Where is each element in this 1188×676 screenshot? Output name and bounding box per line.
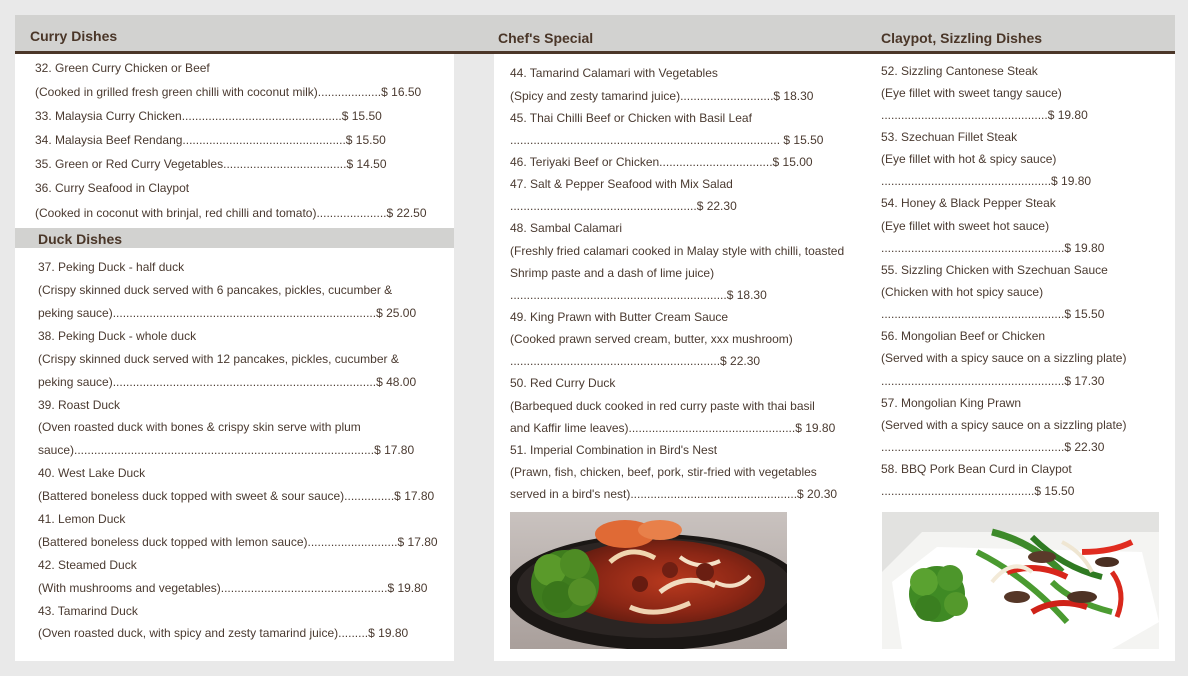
menu-line: (Cooked in grilled fresh green chilli with coconut milk)...................$ 16.50: [35, 85, 422, 99]
menu-line: 56. Mongolian Beef or Chicken: [881, 329, 1046, 343]
menu-line: 50. Red Curry Duck: [510, 376, 616, 390]
menu-line: 40. West Lake Duck: [38, 466, 146, 480]
menu-line: 42. Steamed Duck: [38, 558, 137, 572]
beef-peppers-photo: [882, 512, 1159, 649]
menu-line: 35. Green or Red Curry Vegetables.....................................$ 14.50: [35, 157, 387, 171]
menu-line: .......................................................$ 17.30: [881, 374, 1105, 388]
menu-line: (Spicy and zesty tamarind juice)............................$ 18.30: [510, 89, 814, 103]
menu-line: sauce)..........................................................................................$ 17.80: [38, 443, 415, 457]
menu-line: (Chicken with hot spicy sauce): [881, 285, 1044, 299]
menu-line: 48. Sambal Calamari: [510, 221, 623, 235]
menu-line: (Served with a spicy sauce on a sizzling plate): [881, 418, 1127, 432]
menu-line: ..............................................$ 15.50: [881, 484, 1075, 498]
menu-line: ...............................................................$ 22.30: [510, 354, 761, 368]
menu-line: (Eye fillet with sweet tangy sauce): [881, 86, 1062, 100]
menu-line: 51. Imperial Combination in Bird's Nest: [510, 443, 718, 457]
menu-line: 49. King Prawn with Butter Cream Sauce: [510, 310, 729, 324]
menu-line: (Served with a spicy sauce on a sizzling plate): [881, 351, 1127, 365]
menu-line: (Cooked in coconut with brinjal, red chilli and tomato).....................$ 22.50: [35, 206, 427, 220]
menu-line: 45. Thai Chilli Beef or Chicken with Basil Leaf: [510, 111, 752, 125]
menu-line: (Crispy skinned duck served with 6 pancakes, pickles, cucumber &: [38, 283, 393, 297]
menu-line: 38. Peking Duck - whole duck: [38, 329, 197, 343]
menu-line: 57. Mongolian King Prawn: [881, 396, 1022, 410]
duck-dishes-heading: Duck Dishes: [38, 231, 123, 247]
menu-line: (Prawn, fish, chicken, beef, pork, stir-fried with vegetables: [510, 465, 817, 479]
menu-line: (Barbequed duck cooked in red curry paste with thai basil: [510, 399, 815, 413]
menu-line: ........................................................$ 22.30: [510, 199, 737, 213]
menu-line: 58. BBQ Pork Bean Curd in Claypot: [881, 462, 1072, 476]
menu-line: (Crispy skinned duck served with 12 pancakes, pickles, cucumber &: [38, 352, 399, 366]
menu-line: 33. Malaysia Curry Chicken................................................$ 15.50: [35, 109, 382, 123]
menu-line: .................................................................$ 18.30: [510, 288, 767, 302]
menu-line: ..................................................$ 19.80: [881, 108, 1088, 122]
menu-line: 47. Salt & Pepper Seafood with Mix Salad: [510, 177, 733, 191]
menu-line: 37. Peking Duck - half duck: [38, 260, 185, 274]
curry-dishes-heading: Curry Dishes: [30, 28, 118, 44]
menu-line: and Kaffir lime leaves)..................................................$ 19.80: [510, 421, 836, 435]
claypot-sizzling-heading: Claypot, Sizzling Dishes: [881, 30, 1043, 46]
menu-line: .......................................................$ 22.30: [881, 440, 1105, 454]
menu-line: (Eye fillet with sweet hot sauce): [881, 219, 1050, 233]
chefs-special-heading: Chef's Special: [498, 30, 594, 46]
menu-line: 32. Green Curry Chicken or Beef: [35, 61, 210, 75]
menu-line: 52. Sizzling Cantonese Steak: [881, 64, 1038, 78]
menu-line: peking sauce)...............................................................................$ 48.00: [38, 375, 417, 389]
menu-line: .......................................................$ 15.50: [881, 307, 1105, 321]
menu-line: peking sauce)...............................................................................$ 25.00: [38, 306, 417, 320]
menu-line: (Battered boneless duck topped with lemon sauce)...........................$ 17.80: [38, 535, 438, 549]
menu-line: 54. Honey & Black Pepper Steak: [881, 196, 1056, 210]
sizzling-plate-photo: [510, 512, 787, 649]
menu-line: 55. Sizzling Chicken with Szechuan Sauce: [881, 263, 1108, 277]
menu-line: (Oven roasted duck with bones & crispy skin serve with plum: [38, 420, 361, 434]
menu-line: 43. Tamarind Duck: [38, 604, 138, 618]
menu-line: 53. Szechuan Fillet Steak: [881, 130, 1018, 144]
menu-line: 41. Lemon Duck: [38, 512, 126, 526]
menu-line: (Cooked prawn served cream, butter, xxx mushroom): [510, 332, 793, 346]
menu-line: served in a bird's nest)..................................................$ 20.30: [510, 487, 838, 501]
menu-line: .......................................................$ 19.80: [881, 241, 1105, 255]
menu-line: (Freshly fried calamari cooked in Malay style with chilli, toasted: [510, 244, 845, 258]
menu-line: 46. Teriyaki Beef or Chicken..................................$ 15.00: [510, 155, 813, 169]
menu-line: (With mushrooms and vegetables)..................................................$ 19.80: [38, 581, 428, 595]
menu-line: 44. Tamarind Calamari with Vegetables: [510, 66, 718, 80]
menu-line: (Eye fillet with hot & spicy sauce): [881, 152, 1057, 166]
menu-line: ................................................................................. $ 15.50: [510, 133, 824, 147]
menu-line: 34. Malaysia Beef Rendang.................................................$ 15.50: [35, 133, 386, 147]
menu-line: (Battered boneless duck topped with sweet & sour sauce)...............$ 17.80: [38, 489, 435, 503]
menu-line: Shrimp paste and a dash of lime juice): [510, 266, 715, 280]
menu-line: 39. Roast Duck: [38, 398, 121, 412]
menu-line: (Oven roasted duck, with spicy and zesty tamarind juice).........$ 19.80: [38, 626, 409, 640]
menu-line: ...................................................$ 19.80: [881, 174, 1092, 188]
menu-line: 36. Curry Seafood in Claypot: [35, 181, 190, 195]
